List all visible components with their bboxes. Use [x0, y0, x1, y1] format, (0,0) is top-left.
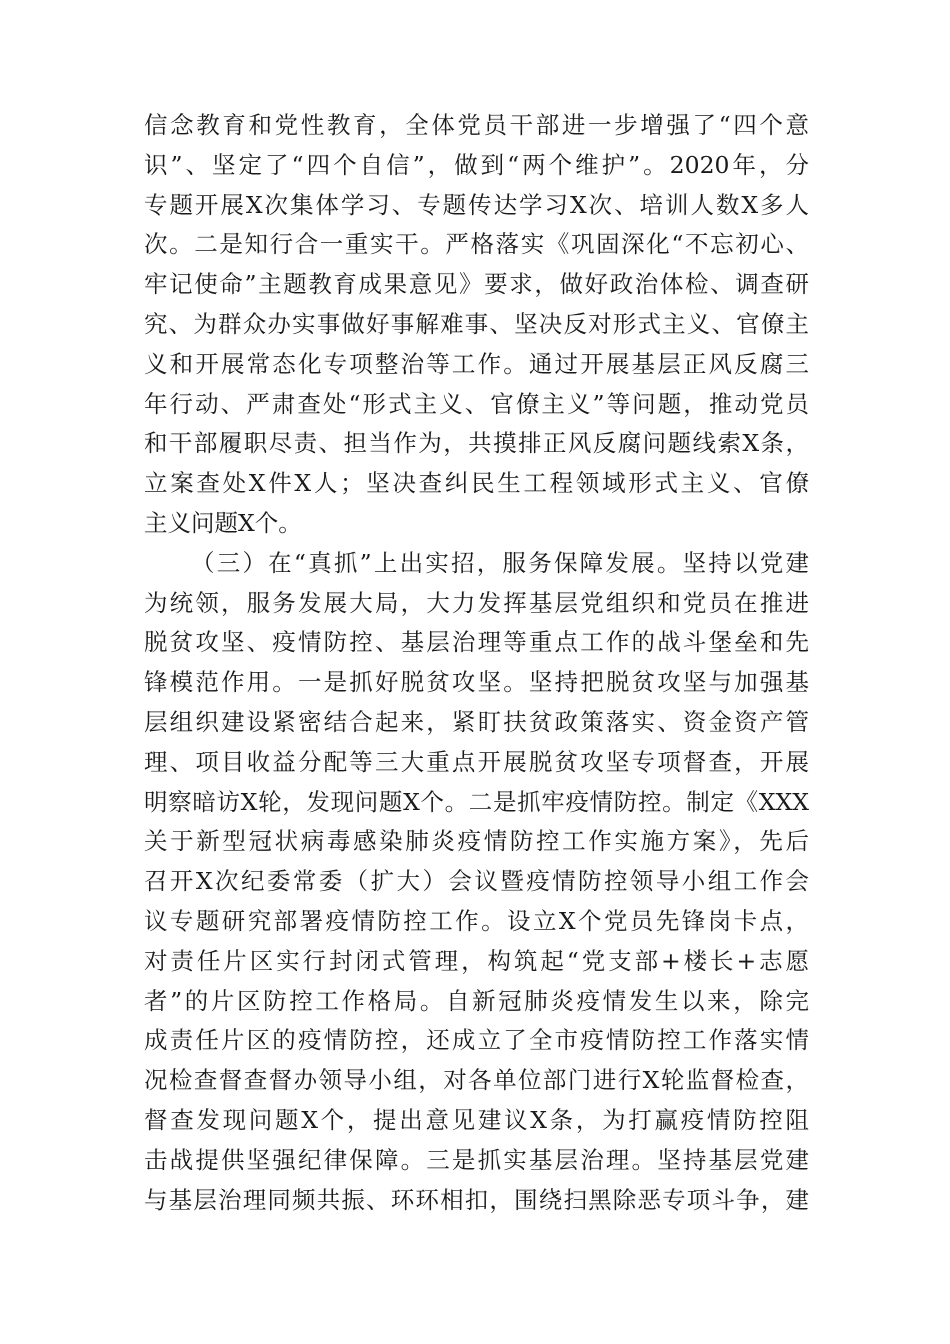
text-line: 召开X次纪委常委（扩大）会议暨疫情防控领导小组工作会 [144, 867, 809, 896]
section-heading-line: （三）在“真抓”上出实招，服务保障发展。坚持以党建 [191, 548, 809, 577]
text-line: 义和开展常态化专项整治等工作。通过开展基层正风反腐三 [144, 349, 809, 378]
text-line: 牢记使命”主题教育成果意见》要求，做好政治体检、调查研 [144, 270, 809, 299]
text-line: 次。二是知行合一重实干。严格落实《巩固深化“不忘初心、 [144, 230, 809, 259]
text-line: 立案查处X件X人；坚决查纠民生工程领域形式主义、官僚 [144, 469, 809, 498]
text-line: 者”的片区防控工作格局。自新冠肺炎疫情发生以来，除完 [144, 986, 809, 1015]
text-line: 议专题研究部署疫情防控工作。设立X个党员先锋岗卡点， [144, 906, 809, 935]
text-line: 成责任片区的疫情防控，还成立了全市疫情防控工作落实情 [144, 1026, 809, 1055]
text-line: 和干部履职尽责、担当作为，共摸排正风反腐问题线索X条， [144, 429, 809, 458]
text-line: 年行动、严肃查处“形式主义、官僚主义”等问题，推动党员 [144, 389, 809, 418]
text-line: 层组织建设紧密结合起来，紧盯扶贫政策落实、资金资产管 [144, 707, 809, 736]
text-line: 理、项目收益分配等三大重点开展脱贫攻坚专项督查，开展 [144, 747, 809, 776]
text-line: 究、为群众办实事做好事解难事、坚决反对形式主义、官僚主 [144, 309, 809, 338]
text-line: 况检查督查督办领导小组，对各单位部门进行X轮监督检查， [144, 1066, 809, 1095]
text-line: 主义问题X个。 [144, 508, 302, 537]
text-line: 信念教育和党性教育，全体党员干部进一步增强了“四个意 [144, 111, 809, 139]
text-line: 锋模范作用。一是抓好脱贫攻坚。坚持把脱贫攻坚与加强基 [144, 668, 809, 697]
text-line: 与基层治理同频共振、环环相扣，围绕扫黑除恶专项斗争，建 [144, 1185, 809, 1214]
text-line: 关于新型冠状病毒感染肺炎疫情防控工作实施方案》，先后 [144, 827, 809, 856]
text-line: 为统领，服务发展大局，大力发挥基层党组织和党员在推进 [144, 588, 809, 617]
text-line: 明察暗访X轮，发现问题X个。二是抓牢疫情防控。制定《XXX [144, 787, 809, 816]
text-line: 脱贫攻坚、疫情防控、基层治理等重点工作的战斗堡垒和先 [144, 628, 809, 657]
text-line: 击战提供坚强纪律保障。三是抓实基层治理。坚持基层党建 [144, 1145, 809, 1174]
text-line: 督查发现问题X个，提出意见建议X条，为打赢疫情防控阻 [144, 1105, 809, 1134]
text-line: 识”、坚定了“四个自信”，做到“两个维护”。2020年，分 [144, 150, 809, 179]
body-text [144, 106, 809, 1220]
text-line: 对责任片区实行封闭式管理，构筑起“党支部+楼长+志愿 [144, 946, 809, 975]
text-line: 专题开展X次集体学习、专题传达学习X次、培训人数X多人 [144, 190, 809, 219]
